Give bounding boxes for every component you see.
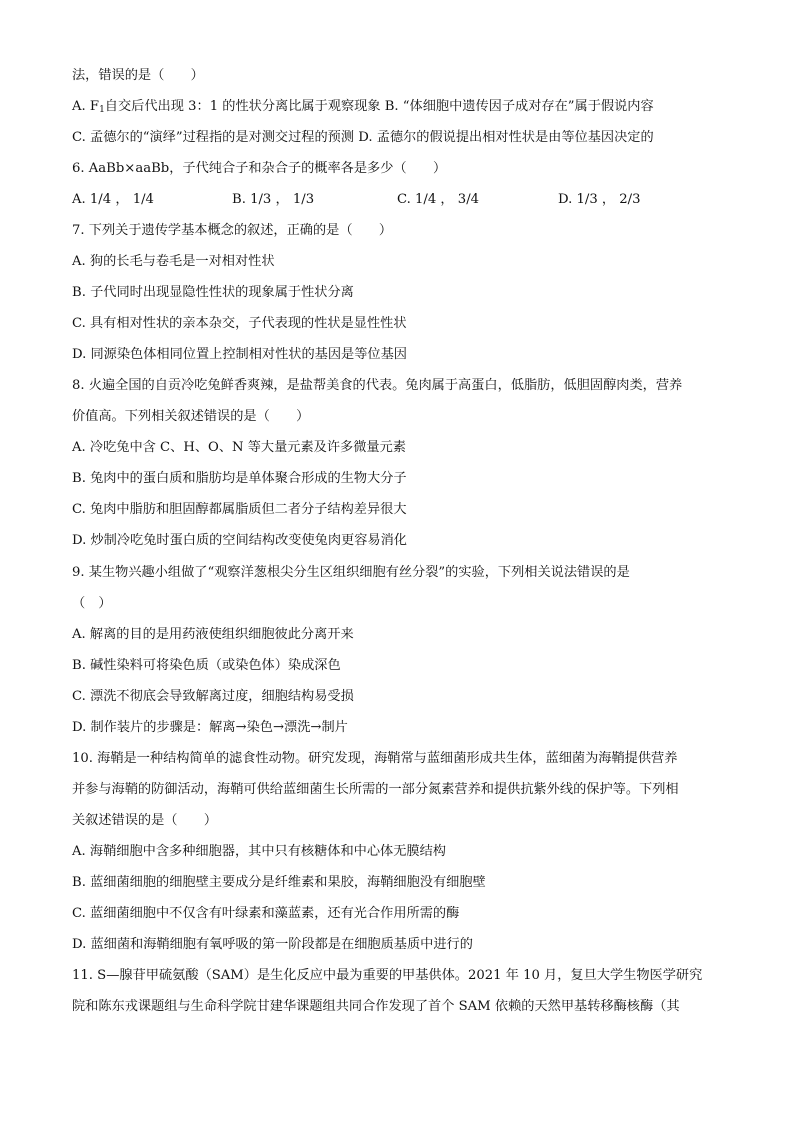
q7-option-d: D. 同源染色体相同位置上控制相对性状的基因是等位基因 [72, 347, 407, 362]
q6-option-a: A. 1/4 ， 1/4 [72, 192, 154, 207]
q5-options-c-d: C. 孟德尔的“演绎”过程指的是对测交过程的预测 D. 孟德尔的假说提出相对性状是由等位基因决定的 [72, 130, 654, 145]
q8-stem-line-1: 8. 火遍全国的自贡冷吃兔鲜香爽辣，是盐帮美食的代表。兔肉属于高蛋白，低脂肪，低胆固醇肉类，营养 [72, 378, 683, 393]
q8-option-b: B. 兔肉中的蛋白质和脂肪均是单体聚合形成的生物大分子 [72, 471, 407, 486]
q10-option-c: C. 蓝细菌细胞中不仅含有叶绿素和藻蓝素，还有光合作用所需的酶 [72, 906, 460, 921]
q10-option-d: D. 蓝细菌和海鞘细胞有氧呼吸的第一阶段都是在细胞质基质中进行的 [72, 937, 473, 952]
q8-stem-line-2: 价值高。下列相关叙述错误的是（ ） [72, 409, 310, 424]
q11-stem-line-2: 院和陈东戎课题组与生命科学院甘建华课题组共同合作发现了首个 SAM 依赖的天然甲基转移酶核酶（其 [72, 999, 680, 1014]
q5-options-a-b [72, 98, 732, 119]
q6-option-d: D. 1/3 ， 2/3 [558, 192, 641, 207]
q10-stem-line-3: 关叙述错误的是（ ） [72, 813, 218, 828]
q7-option-c: C. 具有相对性状的亲本杂交，子代表现的性状是显性性状 [72, 316, 407, 331]
q10-stem-line-2: 并参与海鞘的防御活动，海鞘可供给蓝细菌生长所需的一部分氮素营养和提供抗紫外线的保护等。下列相 [72, 782, 679, 797]
q9-option-c: C. 漂洗不彻底会导致解离过度，细胞结构易受损 [72, 689, 354, 704]
q8-option-d: D. 炒制冷吃兔时蛋白质的空间结构改变使兔肉更容易消化 [72, 533, 407, 548]
q9-option-b: B. 碱性染料可将染色质（或染色体）染成深色 [72, 658, 341, 673]
q8-option-c: C. 兔肉中脂肪和胆固醇都属脂质但二者分子结构差异很大 [72, 502, 407, 517]
q9-option-d: D. 制作装片的步骤是：解离→染色→漂洗→制片 [72, 720, 348, 735]
q6-stem: 6. AaBb×aaBb，子代纯合子和杂合子的概率各是多少（ ） [72, 161, 447, 176]
q7-stem: 7. 下列关于遗传学基本概念的叙述，正确的是（ ） [72, 223, 393, 238]
q5-option-a-prefix: A. F [72, 99, 100, 114]
q9-option-a: A. 解离的目的是用药液使组织细胞彼此分离开来 [72, 627, 354, 642]
q10-option-a: A. 海鞘细胞中含多种细胞器，其中只有核糖体和中心体无膜结构 [72, 844, 446, 859]
q5-subscript: 1 [99, 105, 105, 115]
q9-stem-line-1: 9. 某生物兴趣小组做了“观察洋葱根尖分生区组织细胞有丝分裂”的实验，下列相关说法错误的是 [72, 565, 630, 580]
q5-stem-tail: 法，错误的是（ ） [72, 68, 204, 83]
q6-option-b: B. 1/3 ， 1/3 [232, 192, 315, 207]
q9-stem-line-2: （ ） [72, 596, 112, 611]
q7-option-b: B. 子代同时出现显隐性性状的现象属于性状分离 [72, 285, 354, 300]
q10-option-b: B. 蓝细菌细胞的细胞壁主要成分是纤维素和果胶，海鞘细胞没有细胞壁 [72, 875, 486, 890]
q5-option-a-b-text: 自交后代出现 3：1 的性状分离比属于观察现象 B. “体细胞中遗传因子成对存在”属于假说内容 [104, 99, 654, 114]
q10-stem-line-1: 10. 海鞘是一种结构简单的滤食性动物。研究发现，海鞘常与蓝细菌形成共生体，蓝细菌为海鞘提供营养 [72, 751, 678, 766]
q8-option-a: A. 冷吃兔中含 C、H、O、N 等大量元素及许多微量元素 [72, 440, 406, 455]
q11-stem-line-1: 11. S—腺苷甲硫氨酸（SAM）是生化反应中最为重要的甲基供体。2021 年 10 月，复旦大学生物医学研究 [72, 968, 703, 983]
q7-option-a: A. 狗的长毛与卷毛是一对相对性状 [72, 254, 275, 269]
q6-option-c: C. 1/4 ， 3/4 [397, 192, 480, 207]
